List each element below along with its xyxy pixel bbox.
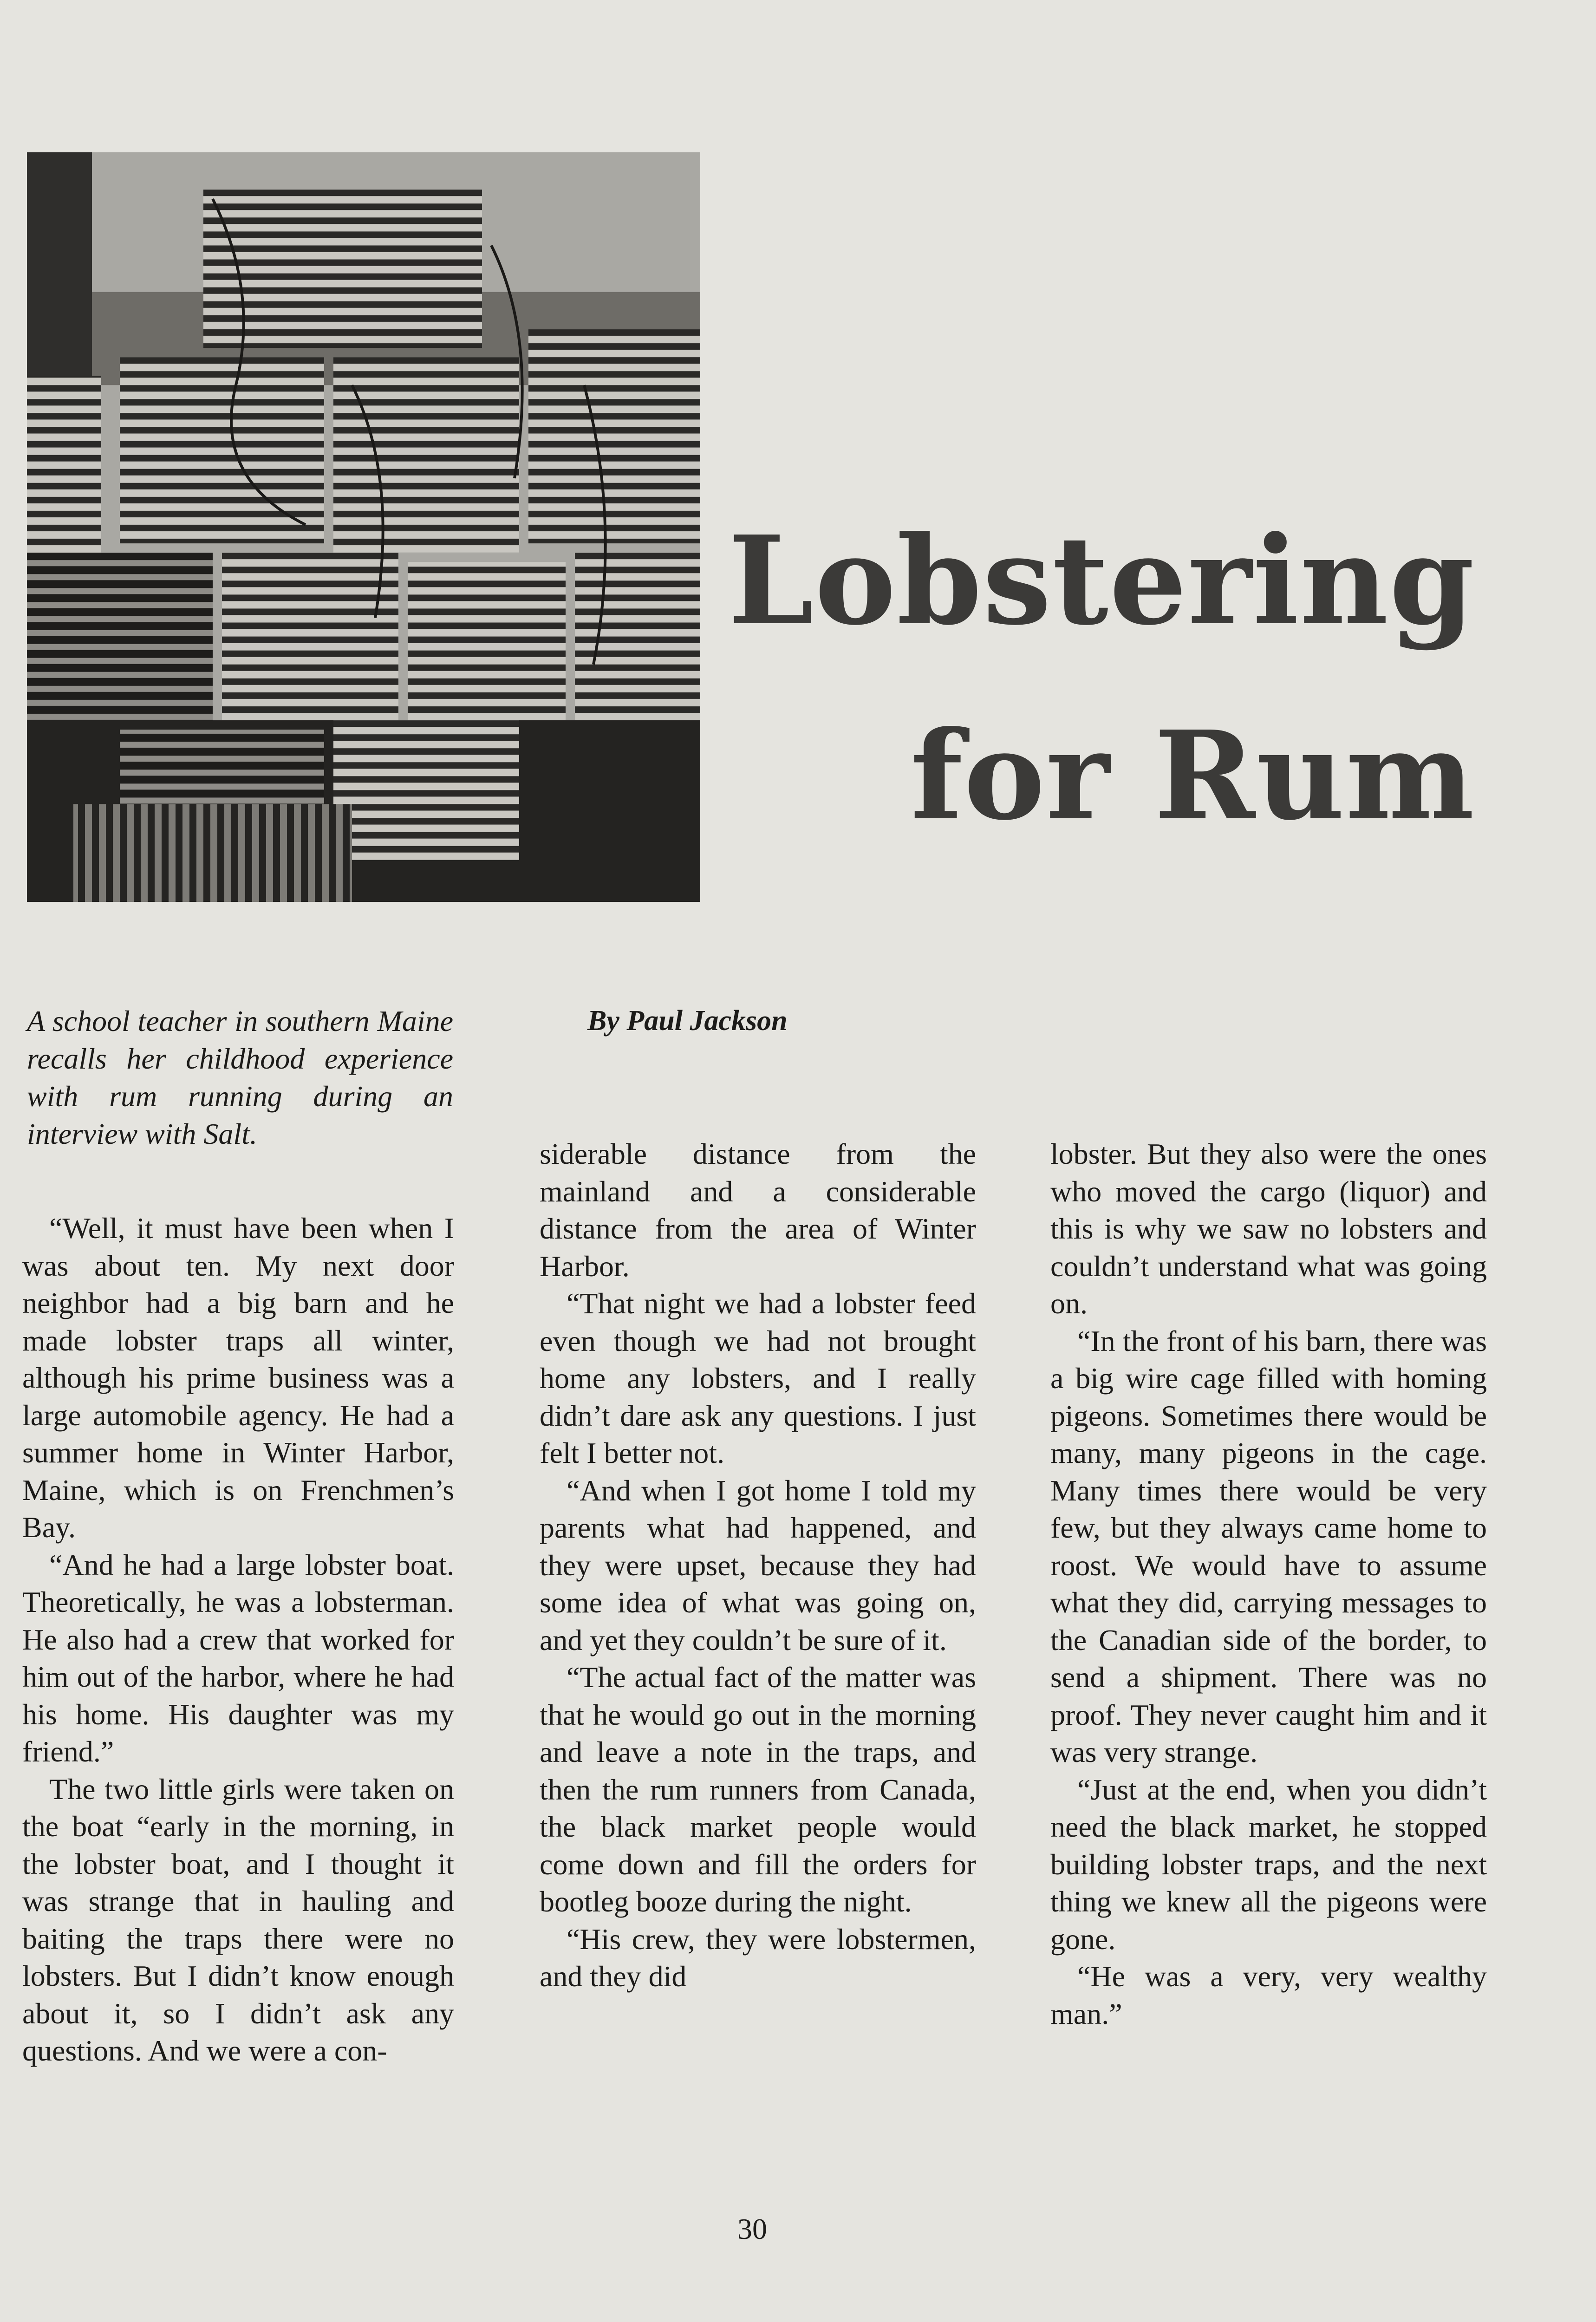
paragraph: lobster. But they also were the ones who moved the cargo (liquor) and this is why we saw no lobsters and couldn’t understand what was going on. bbox=[1050, 1137, 1487, 1320]
paragraph: “And he had a large lobster boat. Theoretically, he was a lobsterman. He also had a crew that worked for him out of the harbor, where he had his home. His daughter was my friend.” bbox=[22, 1548, 454, 1768]
page-number: 30 bbox=[737, 2212, 767, 2245]
paragraph: “And when I got home I told my parents what had happened, and they were upset, because they had some idea of what was going on, and yet they couldn’t be sure of it. bbox=[540, 1474, 976, 1657]
article-title bbox=[728, 483, 1475, 873]
byline: By Paul Jackson bbox=[587, 1005, 788, 1037]
text-column-2 bbox=[540, 1135, 976, 1996]
title-line-2: for Rum bbox=[910, 704, 1475, 847]
lobster-traps-photo bbox=[27, 152, 700, 902]
paragraph: “Just at the end, when you didn’t need the black market, he stopped building lobster traps, and the next thing we knew all the pigeons were gone. bbox=[1050, 1773, 1487, 1956]
paragraph: “He was a very, very wealthy man.” bbox=[1050, 1960, 1487, 2030]
title-line-1: Lobstering bbox=[728, 509, 1475, 652]
paragraph: “In the front of his barn, there was a big wire cage filled with homing pigeons. Sometimes there would be many, many pigeons in the cage. Many times there would be very few, but they always came home to roost. We would have to assume what they did, carrying messages to the Canadian side of the border, to send a shipment. There was no proof. They never caught him and it was very strange. bbox=[1050, 1324, 1487, 1768]
article-intro: A school teacher in southern Maine recalls her childhood experience with rum running during an interview with Salt. bbox=[27, 1004, 453, 1150]
paragraph: “That night we had a lobster feed even though we had not brought home any lobsters, and I really didn’t dare ask any questions. I just felt I better not. bbox=[540, 1287, 976, 1469]
lobster-traps-illustration bbox=[27, 152, 700, 902]
text-column-1 bbox=[22, 1210, 454, 2070]
text-column-3 bbox=[1050, 1135, 1487, 2033]
paragraph: “Well, it must have been when I was about ten. My next door neighbor had a big barn and he made lobster traps all winter, although his prime business was a large automobile agency. He had a summer home in Winter Harbor, Maine, which is on Frenchmen’s Bay. bbox=[22, 1212, 454, 1544]
paragraph: siderable distance from the mainland and a considerable distance from the area of Winter Harbor. bbox=[540, 1137, 976, 1283]
paragraph: “His crew, they were lobstermen, and they did bbox=[540, 1922, 976, 1993]
paragraph: The two little girls were taken on the boat “early in the morning, in the lobster boat, and I thought it was strange that in hauling and baiting the traps there were no lobsters. But I didn’t know enough about it, so I didn’t ask any questions. And we were a con- bbox=[22, 1772, 454, 2067]
paragraph: “The actual fact of the matter was that he would go out in the morning and leave a note in the traps, and then the rum runners from Canada, the black market people would come down and fill the orders for bootleg booze during the night. bbox=[540, 1661, 976, 1918]
